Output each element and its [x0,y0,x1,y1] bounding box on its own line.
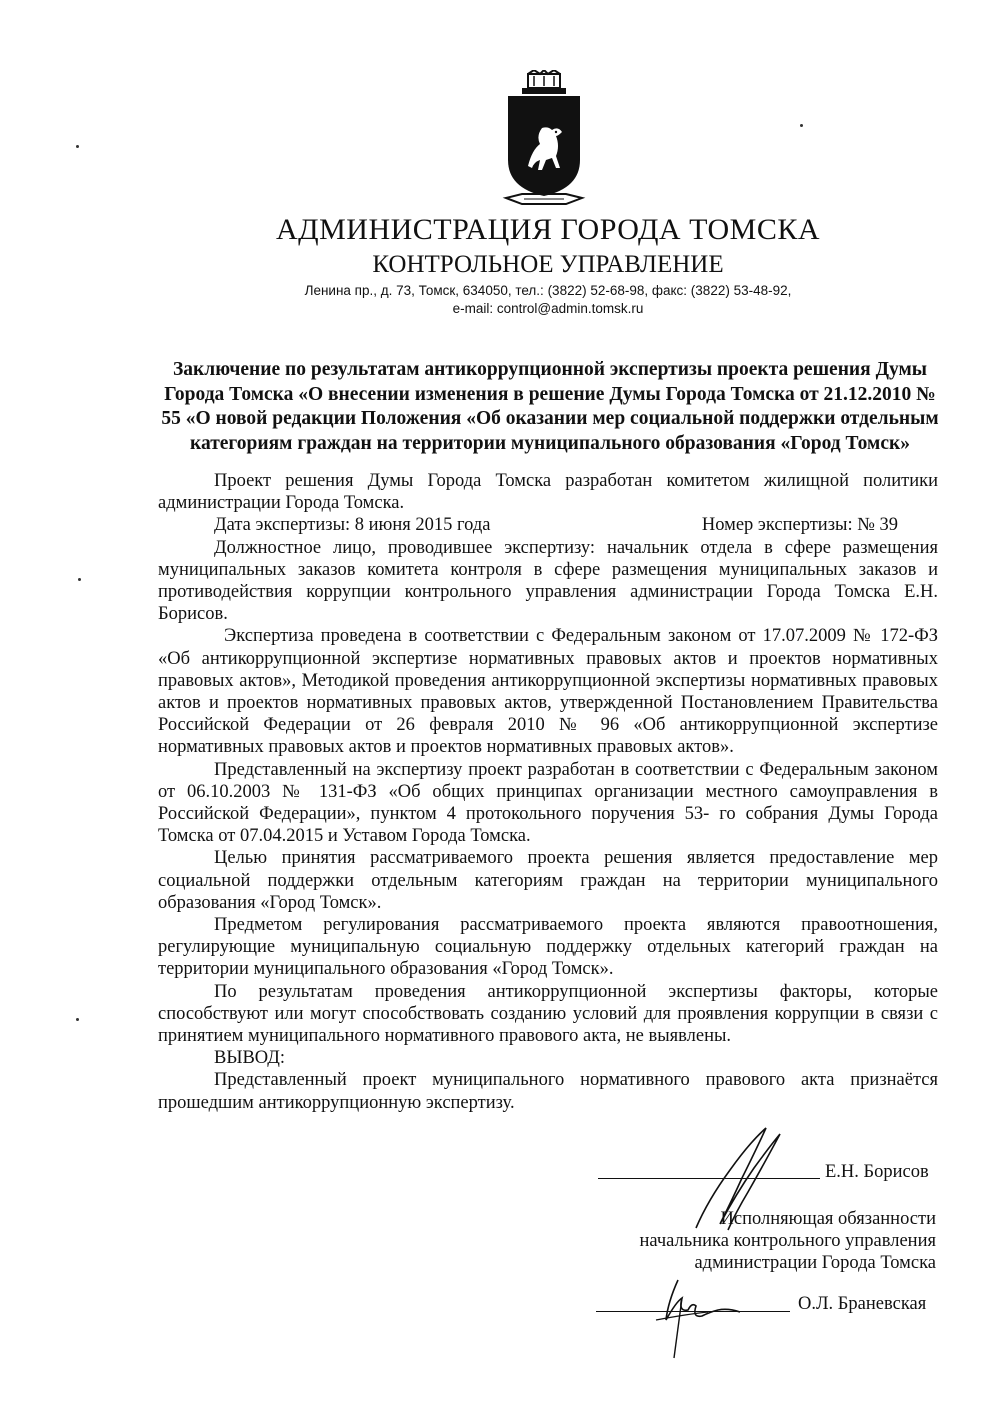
expertise-number: Номер экспертизы: № 39 [701,515,898,536]
paragraph-goal: Целью принятия рассматриваемого проекта решения является предоставление мер социальной поддержки отдельным категориям граждан на территории муниципального образования «Город Томск». [158,848,938,913]
signature-branevskaya-icon [648,1272,744,1364]
signer-2-name: О.Л. Браневская [798,1294,927,1314]
department-title: КОНТРОЛЬНОЕ УПРАВЛЕНИЕ [372,251,724,278]
paragraph-result: По результатам проведения антикоррупционной экспертизы факторы, которые способствуют или могут способствовать созданию условий для проявления коррупции в связи с принятием муниципального нормативного правового акта, не выявлены. [158,981,938,1047]
position-line-2: начальника контрольного управления [639,1231,936,1251]
position-line-3: администрации Города Томска [694,1253,936,1273]
organization-title: АДМИНИСТРАЦИЯ ГОРОДА ТОМСКА [275,213,821,246]
scan-speck [800,124,803,127]
signature-line-1 [598,1178,820,1179]
paragraph-conclusion: Представленный проект муниципального нормативного правового акта признаётся прошедшим антикоррупционную экспертизу. [158,1070,938,1113]
position-line-1: Исполняющая обязанности [720,1209,936,1229]
document-body [158,470,938,1114]
signer-2-position [600,1208,936,1274]
email-line: e-mail: control@admin.tomsk.ru [452,301,644,316]
address-line: Ленина пр., д. 73, Томск, 634050, тел.: (3822) 52-68-98, факс: (3822) 53-48-92, [304,283,792,298]
scan-speck [76,1018,79,1021]
signature-line-2 [596,1311,790,1312]
scan-speck [78,578,81,581]
conclusion-label: ВЫВОД: [214,1048,286,1069]
signer-1-name: Е.Н. Борисов [825,1162,929,1182]
paragraph-subject: Предметом регулирования рассматриваемого проекта являются правоотношения, регулирующие муниципальную социальную поддержку отдельных категорий граждан на территории муниципального образования «Город Томск». [158,915,938,980]
paragraph-developed: Представленный на экспертизу проект разработан в соответствии с Федеральным законом от 06.10.2003 № 131-ФЗ «Об общих принципах организации местного самоуправления в Российской Федерации», пунктом 4 протокольного поручения 53- го собрания Думы Города Томска от 07.04.2015 и Уставом Города Томска. [158,759,938,847]
scan-speck [76,145,79,148]
document-heading: Заключение по результатам антикоррупционной экспертизы проекта решения Думы Города Томска «О внесении изменения в решение Думы Города Томска от 21.12.2010 № 55 «О новой редакции Положения «Об оказании мер социальной поддержки отдельным категориям граждан на территории муниципального образования «Город Томск» [161,359,939,454]
contact-block [0,282,1000,318]
paragraph-intro: Проект решения Думы Города Томска разработан комитетом жилищной политики администрации Города Томска. [158,471,938,514]
tomsk-coat-of-arms-icon [498,70,590,212]
paragraph-official: Должностное лицо, проводившее экспертизу: начальник отдела в сфере размещения муниципальных заказов комитета контроля в сфере размещения муниципальных заказов и противодействия коррупции контрольного управления администрации Города Томска Е.Н. Борисов. [158,537,938,625]
paragraph-basis: Экспертиза проведена в соответствии с Федеральным законом от 17.07.2009 № 172-ФЗ «Об антикоррупционной экспертизе нормативных правовых актов и проектов нормативных правовых актов», Методикой проведения антикоррупционной экспертизы нормативных правовых актов и проектов нормативных правовых актов, утвержденной Постановлением Правительства Российской Федерации от 26 февраля 2010 № 96 «Об антикоррупционной экспертизе нормативных правовых актов и проектов нормативных правовых актов». [158,626,938,758]
expertise-meta-row [158,514,938,536]
expertise-date: Дата экспертизы: 8 июня 2015 года [214,515,491,536]
